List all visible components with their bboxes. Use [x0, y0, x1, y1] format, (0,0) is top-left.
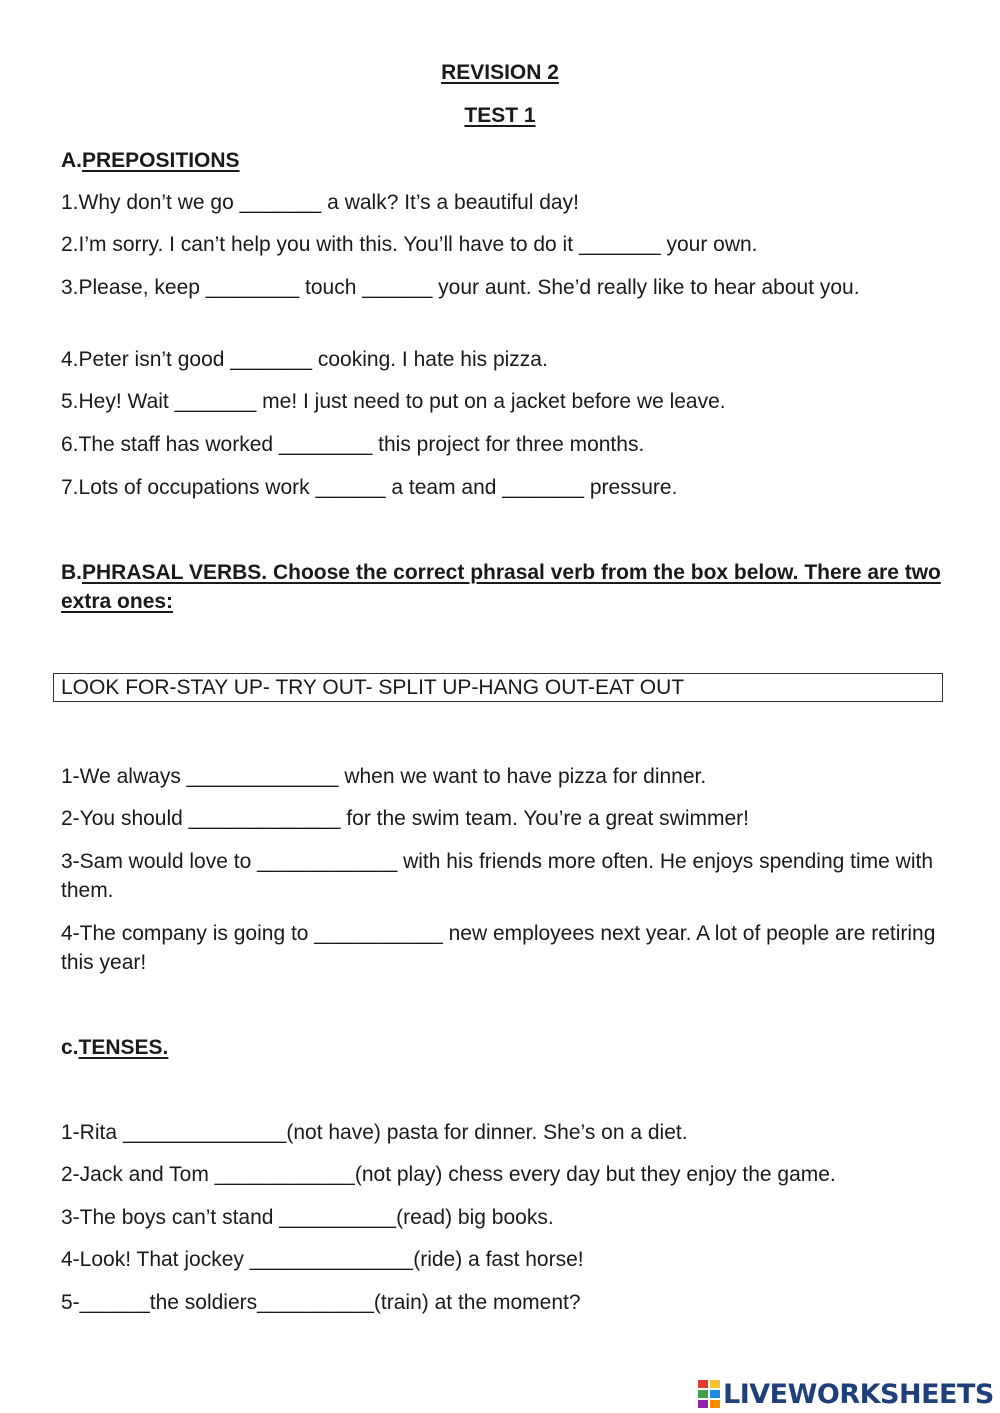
question-c-1: 1-Rita ______________(not have) pasta for dinner. She’s on a diet. [61, 1121, 688, 1144]
question-c-4: 4-Look! That jockey ______________(ride) a fast horse! [61, 1248, 584, 1271]
logo-block [697, 1389, 709, 1399]
question-c-5: 5-______the soldiers__________(train) at the moment? [61, 1291, 581, 1314]
logo-text: LIVEWORKSHEETS [723, 1378, 994, 1410]
question-a-3: 3.Please, keep ________ touch ______ your aunt. She’d really like to hear about you. [61, 276, 860, 299]
page-subtitle: TEST 1 [464, 104, 536, 127]
question-b-2: 2-You should _____________ for the swim team. You’re a great swimmer! [61, 807, 749, 830]
section-c-title: TENSES. [78, 1036, 169, 1059]
question-a-5: 5.Hey! Wait _______ me! I just need to put on a jacket before we leave. [61, 390, 726, 413]
question-b-1: 1-We always _____________ when we want to have pizza for dinner. [61, 765, 707, 788]
phrasal-verb-word-box: LOOK FOR-STAY UP- TRY OUT- SPLIT UP-HANG OUT-EAT OUT [53, 673, 943, 702]
question-b-3: 3-Sam would love to ____________ with his friends more often. He enjoys spending time with them. [61, 850, 939, 902]
question-c-2: 2-Jack and Tom ____________(not play) chess every day but they enjoy the game. [61, 1163, 836, 1186]
section-a-prefix: A. [61, 149, 82, 172]
logo-block [697, 1399, 709, 1409]
section-a-heading [61, 146, 240, 175]
section-b-title: PHRASAL VERBS. Choose the correct phrasal verb from the box below. There are two extra ones: [61, 561, 941, 613]
question-a-6: 6.The staff has worked ________ this project for three months. [61, 433, 645, 456]
question-c-3: 3-The boys can’t stand __________(read) big books. [61, 1206, 554, 1229]
question-a-7: 7.Lots of occupations work ______ a team and _______ pressure. [61, 476, 678, 499]
section-c-prefix: c. [61, 1036, 79, 1059]
question-b-4: 4-The company is going to ___________ new employees next year. A lot of people are retiring this year! [61, 922, 942, 974]
section-c-heading [61, 1033, 168, 1062]
question-a-4: 4.Peter isn’t good _______ cooking. I hate his pizza. [61, 348, 548, 371]
logo-block [697, 1379, 709, 1389]
page-title: REVISION 2 [441, 61, 559, 84]
logo-block [709, 1399, 721, 1409]
section-b-heading [61, 558, 941, 616]
logo-block [709, 1389, 721, 1399]
logo-block [709, 1379, 721, 1389]
section-a-title: PREPOSITIONS [82, 149, 240, 172]
liveworksheets-logo [697, 1377, 994, 1411]
logo-blocks-icon [697, 1379, 721, 1409]
question-a-2: 2.I’m sorry. I can’t help you with this. You’ll have to do it _______ your own. [61, 233, 758, 256]
section-b-prefix: B. [61, 561, 82, 584]
question-a-1: 1.Why don’t we go _______ a walk? It’s a beautiful day! [61, 191, 579, 214]
